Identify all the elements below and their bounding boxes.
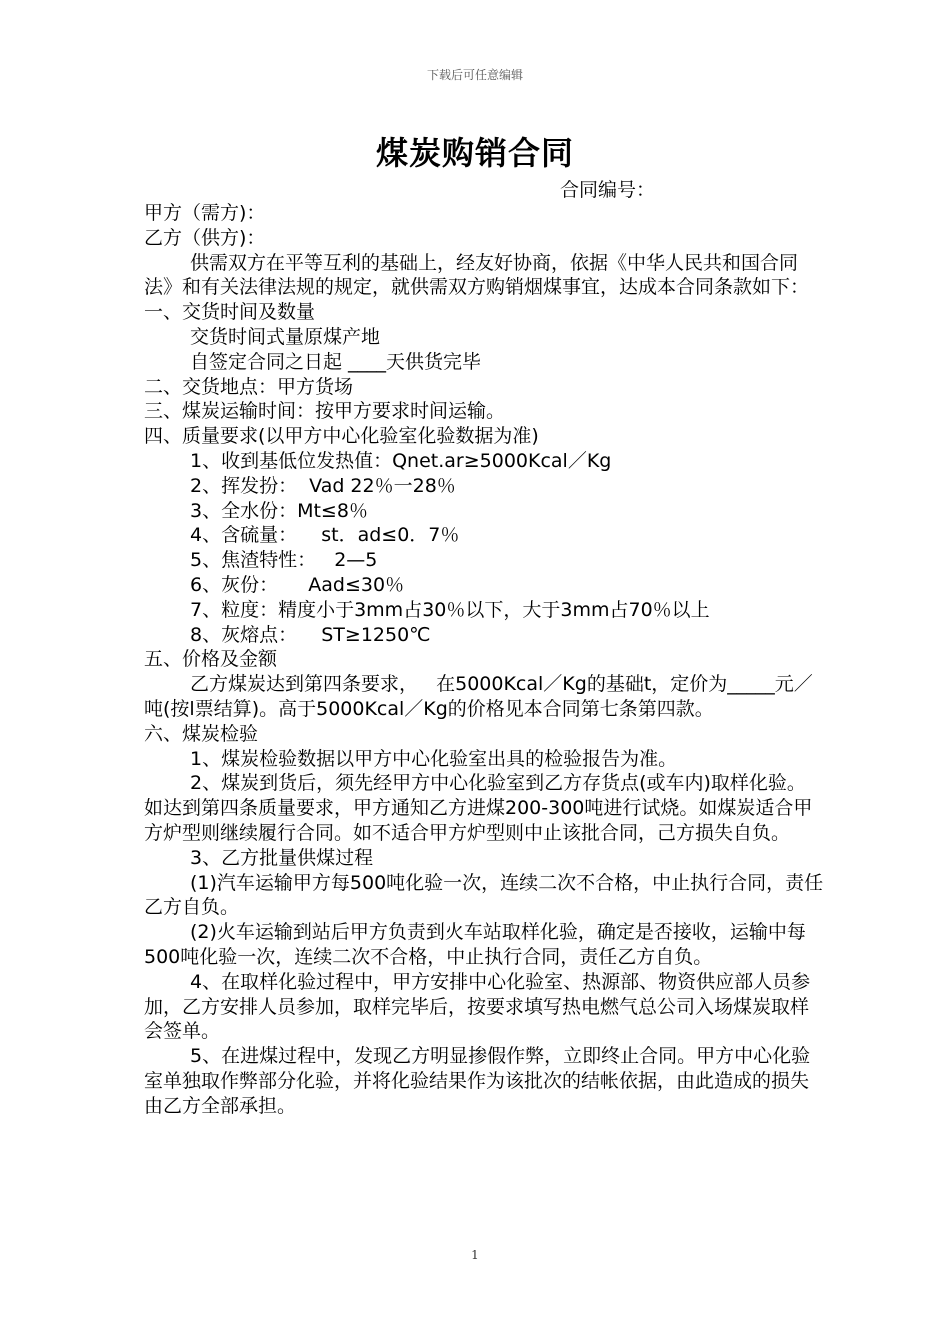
paragraph: 5、焦渣特性： 2—5 xyxy=(190,549,378,572)
paragraph: (1)汽车运输甲方每500吨化验一次，连续二次不合格，中止执行合同，责任乙方自负。 xyxy=(144,871,824,919)
paragraph: 1、收到基低位发热值：Qnet.ar≥5000Kcal／Kg xyxy=(190,449,612,472)
paragraph: 五、价格及金额 xyxy=(144,648,278,671)
page-header: 下载后可任意编辑 xyxy=(426,68,523,82)
document-body xyxy=(144,201,824,1118)
contract-number-label: 合同编号： xyxy=(560,179,656,201)
paragraph: 2、煤炭到货后，须先经甲方中心化验室到乙方存货点(或车内)取样化验。如达到第四条质量要求，甲方通知乙方进煤200-300吨进行试烧。如煤炭适合甲方炉型则继续履行合同。如不适合甲方炉型则中止该批合同，己方损失自负。 xyxy=(144,772,813,844)
document-title: 煤炭购销合同 xyxy=(375,134,574,172)
paragraph: 8、灰熔点： ST≥1250℃ xyxy=(190,623,431,646)
page-number: 1 xyxy=(471,1248,479,1262)
paragraph: 交货时间式量原煤产地 xyxy=(190,325,381,348)
paragraph: 乙方（供方)： xyxy=(144,226,266,249)
paragraph: 四、质量要求(以甲方中心化验室化验数据为准) xyxy=(144,425,539,448)
paragraph: 三、煤炭运输时间：按甲方要求时间运输。 xyxy=(144,400,506,423)
paragraph: 6、灰份： Aad≤30％ xyxy=(190,573,405,596)
paragraph: 4、含硫量： st．ad≤0．7％ xyxy=(190,524,460,547)
paragraph: 六、煤炭检验 xyxy=(144,722,259,745)
paragraph: 5、在进煤过程中，发现乙方明显掺假作弊，立即终止合同。甲方中心化验室单独取作弊部分化验，并将化验结果作为该批次的结帐依据，由此造成的损失由乙方全部承担。 xyxy=(144,1045,811,1117)
paragraph: 供需双方在平等互利的基础上，经友好协商，依据《中华人民共和国合同法》和有关法律法规的规定，就供需双方购销烟煤事宜，达成本合同条款如下： xyxy=(144,251,810,299)
paragraph: 4、在取样化验过程中，甲方安排中心化验室、热源部、物资供应部人员参加，乙方安排人员参加，取样完毕后，按要求填写热电燃气总公司入场煤炭取样会签单。 xyxy=(144,970,811,1043)
paragraph: 3、全水份：Mt≤8％ xyxy=(190,499,368,522)
paragraph: 甲方（需方)： xyxy=(144,202,266,224)
paragraph: (2)火车运输到站后甲方负责到火车站取样化验，确定是否接收，运输中每500吨化验一次，连续二次不合格，中止执行合同，责任乙方自负。 xyxy=(144,921,806,968)
paragraph: 2、挥发扮： Vad 22％一28％ xyxy=(190,474,456,497)
paragraph: 自签定合同之日起 ____天供货完毕 xyxy=(190,350,482,373)
paragraph: 7、粒度：精度小于3mm占30％以下，大于3mm占70％以上 xyxy=(190,598,710,621)
paragraph: 乙方煤炭达到第四条要求， 在5000Kcal／Kg的基础t，定价为_____元／吨(按l票结算)。高于5000Kcal／Kg的价格见本合同第七条第四款。 xyxy=(144,673,813,720)
paragraph: 3、乙方批量供煤过程 xyxy=(190,846,374,869)
paragraph: 1、煤炭检验数据以甲方中心化验室出具的检验报告为准。 xyxy=(190,747,678,770)
paragraph: 一、交货时间及数量 xyxy=(144,301,316,324)
paragraph: 二、交货地点：甲方货场 xyxy=(144,375,354,398)
